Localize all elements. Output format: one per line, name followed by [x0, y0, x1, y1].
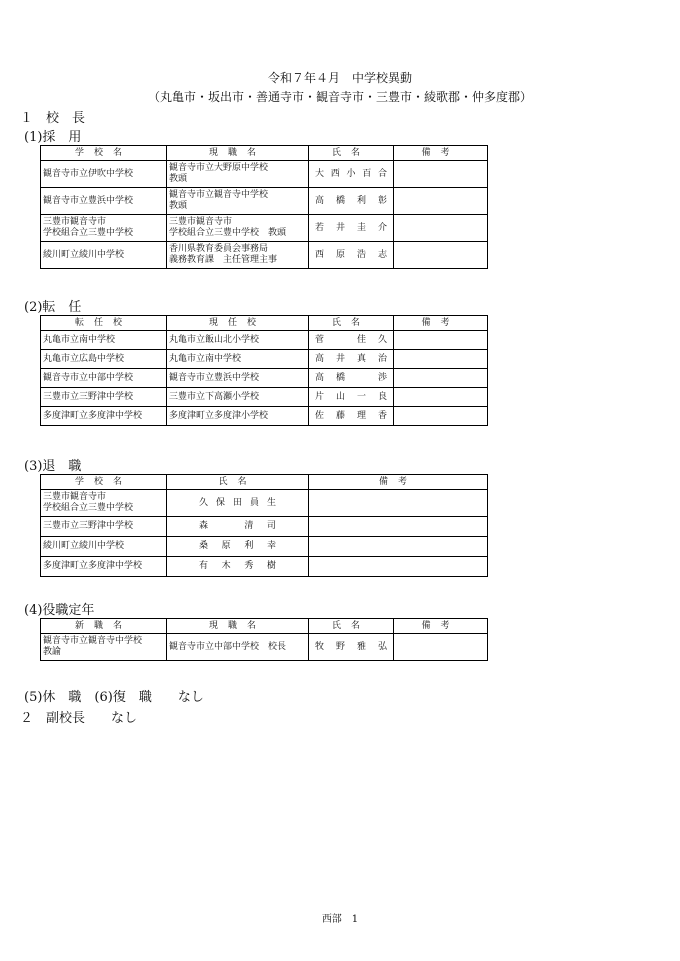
- table-row: [41, 557, 488, 577]
- current-cell: 観音寺市立大野原中学校 教頭: [167, 161, 309, 188]
- tennin-header-to: 転任校: [41, 316, 167, 331]
- from-cell: 丸亀市立南中学校: [167, 350, 309, 369]
- note-cell: [309, 537, 488, 557]
- tennin-table: [40, 315, 488, 426]
- teinen-header-note: 備考: [394, 619, 488, 634]
- saiyo-header-current: 現職名: [167, 146, 309, 161]
- note-cell: [309, 517, 488, 537]
- table-row: [41, 188, 488, 215]
- section-vice-principal: ２ 副校長 なし: [20, 711, 138, 726]
- note-cell: [394, 634, 488, 661]
- current-cell: 観音寺市立観音寺中学校 教頭: [167, 188, 309, 215]
- name-cell: 久保田員生: [167, 490, 309, 517]
- note-cell: [394, 161, 488, 188]
- school-cell: 三豊市観音寺市 学校組合立三豊中学校: [41, 490, 167, 517]
- table-row: [41, 490, 488, 517]
- note-cell: [394, 407, 488, 426]
- saiyo-header-school: 学校名: [41, 146, 167, 161]
- taishoku-table: [40, 474, 488, 577]
- table-row: [41, 388, 488, 407]
- name-cell: 片山一良: [309, 388, 394, 407]
- school-cell: 綾川町立綾川中学校: [41, 242, 167, 269]
- school-cell: 多度津町立多度津中学校: [41, 557, 167, 577]
- school-cell: 綾川町立綾川中学校: [41, 537, 167, 557]
- to-cell: 観音寺市立中部中学校: [41, 369, 167, 388]
- name-cell: 高橋 渉: [309, 369, 394, 388]
- note-cell: [394, 188, 488, 215]
- note-cell: [394, 350, 488, 369]
- page-footer: 西部 1: [321, 914, 359, 925]
- name-cell: 大西小百合: [309, 161, 394, 188]
- teinen-header-current: 現職名: [167, 619, 309, 634]
- table-row: [41, 350, 488, 369]
- section-tennin: (2)転 任: [24, 300, 82, 315]
- page-title: 令和７年４月 中学校異動: [267, 71, 412, 85]
- name-cell: 森 清司: [167, 517, 309, 537]
- note-cell: [394, 331, 488, 350]
- tennin-header-name: 氏名: [309, 316, 394, 331]
- table-row: [41, 634, 488, 661]
- to-cell: 丸亀市立南中学校: [41, 331, 167, 350]
- name-cell: 菅 佳久: [309, 331, 394, 350]
- taishoku-header-school: 学校名: [41, 475, 167, 490]
- school-cell: 観音寺市立豊浜中学校: [41, 188, 167, 215]
- school-cell: 三豊市立三野津中学校: [41, 517, 167, 537]
- section-kyushoku: (5)休 職 (6)復 職 なし: [24, 690, 204, 705]
- note-cell: [309, 557, 488, 577]
- current-cell: 三豊市観音寺市 学校組合立三豊中学校 教頭: [167, 215, 309, 242]
- section-principal: １ 校 長: [20, 111, 86, 126]
- section-teinen: (4)役職定年: [24, 603, 95, 618]
- school-cell: 観音寺市立伊吹中学校: [41, 161, 167, 188]
- section-saiyo: (1)採 用: [24, 130, 82, 145]
- saiyo-table: [40, 145, 488, 269]
- page-subtitle: （丸亀市・坂出市・善通寺市・観音寺市・三豊市・綾歌郡・仲多度郡）: [147, 90, 532, 104]
- name-cell: 高橋利彰: [309, 188, 394, 215]
- teinen-header-name: 氏名: [309, 619, 394, 634]
- name-cell: 西原浩志: [309, 242, 394, 269]
- teinen-header-new: 新職名: [41, 619, 167, 634]
- taishoku-header-name: 氏名: [167, 475, 309, 490]
- saiyo-header-note: 備考: [394, 146, 488, 161]
- name-cell: 佐藤理香: [309, 407, 394, 426]
- tennin-header-from: 現任校: [167, 316, 309, 331]
- note-cell: [394, 215, 488, 242]
- name-cell: 有木秀樹: [167, 557, 309, 577]
- note-cell: [394, 369, 488, 388]
- table-row: [41, 161, 488, 188]
- table-row: [41, 369, 488, 388]
- from-cell: 丸亀市立飯山北小学校: [167, 331, 309, 350]
- current-cell: 観音寺市立中部中学校 校長: [167, 634, 309, 661]
- new-position-cell: 観音寺市立観音寺中学校 教諭: [41, 634, 167, 661]
- name-cell: 高井真治: [309, 350, 394, 369]
- current-cell: 香川県教育委員会事務局 義務教育課 主任管理主事: [167, 242, 309, 269]
- school-cell: 三豊市観音寺市 学校組合立三豊中学校: [41, 215, 167, 242]
- note-cell: [394, 242, 488, 269]
- name-cell: 若井圭介: [309, 215, 394, 242]
- to-cell: 丸亀市立広島中学校: [41, 350, 167, 369]
- from-cell: 多度津町立多度津小学校: [167, 407, 309, 426]
- taishoku-header-note: 備考: [309, 475, 488, 490]
- name-cell: 牧野雅弘: [309, 634, 394, 661]
- to-cell: 三豊市立三野津中学校: [41, 388, 167, 407]
- from-cell: 三豊市立下高瀬小学校: [167, 388, 309, 407]
- tennin-header-note: 備考: [394, 316, 488, 331]
- to-cell: 多度津町立多度津中学校: [41, 407, 167, 426]
- note-cell: [309, 490, 488, 517]
- table-row: [41, 242, 488, 269]
- table-row: [41, 407, 488, 426]
- table-row: [41, 215, 488, 242]
- name-cell: 桑原利幸: [167, 537, 309, 557]
- table-row: [41, 517, 488, 537]
- table-row: [41, 331, 488, 350]
- section-taishoku: (3)退 職: [24, 459, 82, 474]
- from-cell: 観音寺市立豊浜中学校: [167, 369, 309, 388]
- teinen-table: [40, 618, 488, 661]
- saiyo-header-name: 氏名: [309, 146, 394, 161]
- note-cell: [394, 388, 488, 407]
- table-row: [41, 537, 488, 557]
